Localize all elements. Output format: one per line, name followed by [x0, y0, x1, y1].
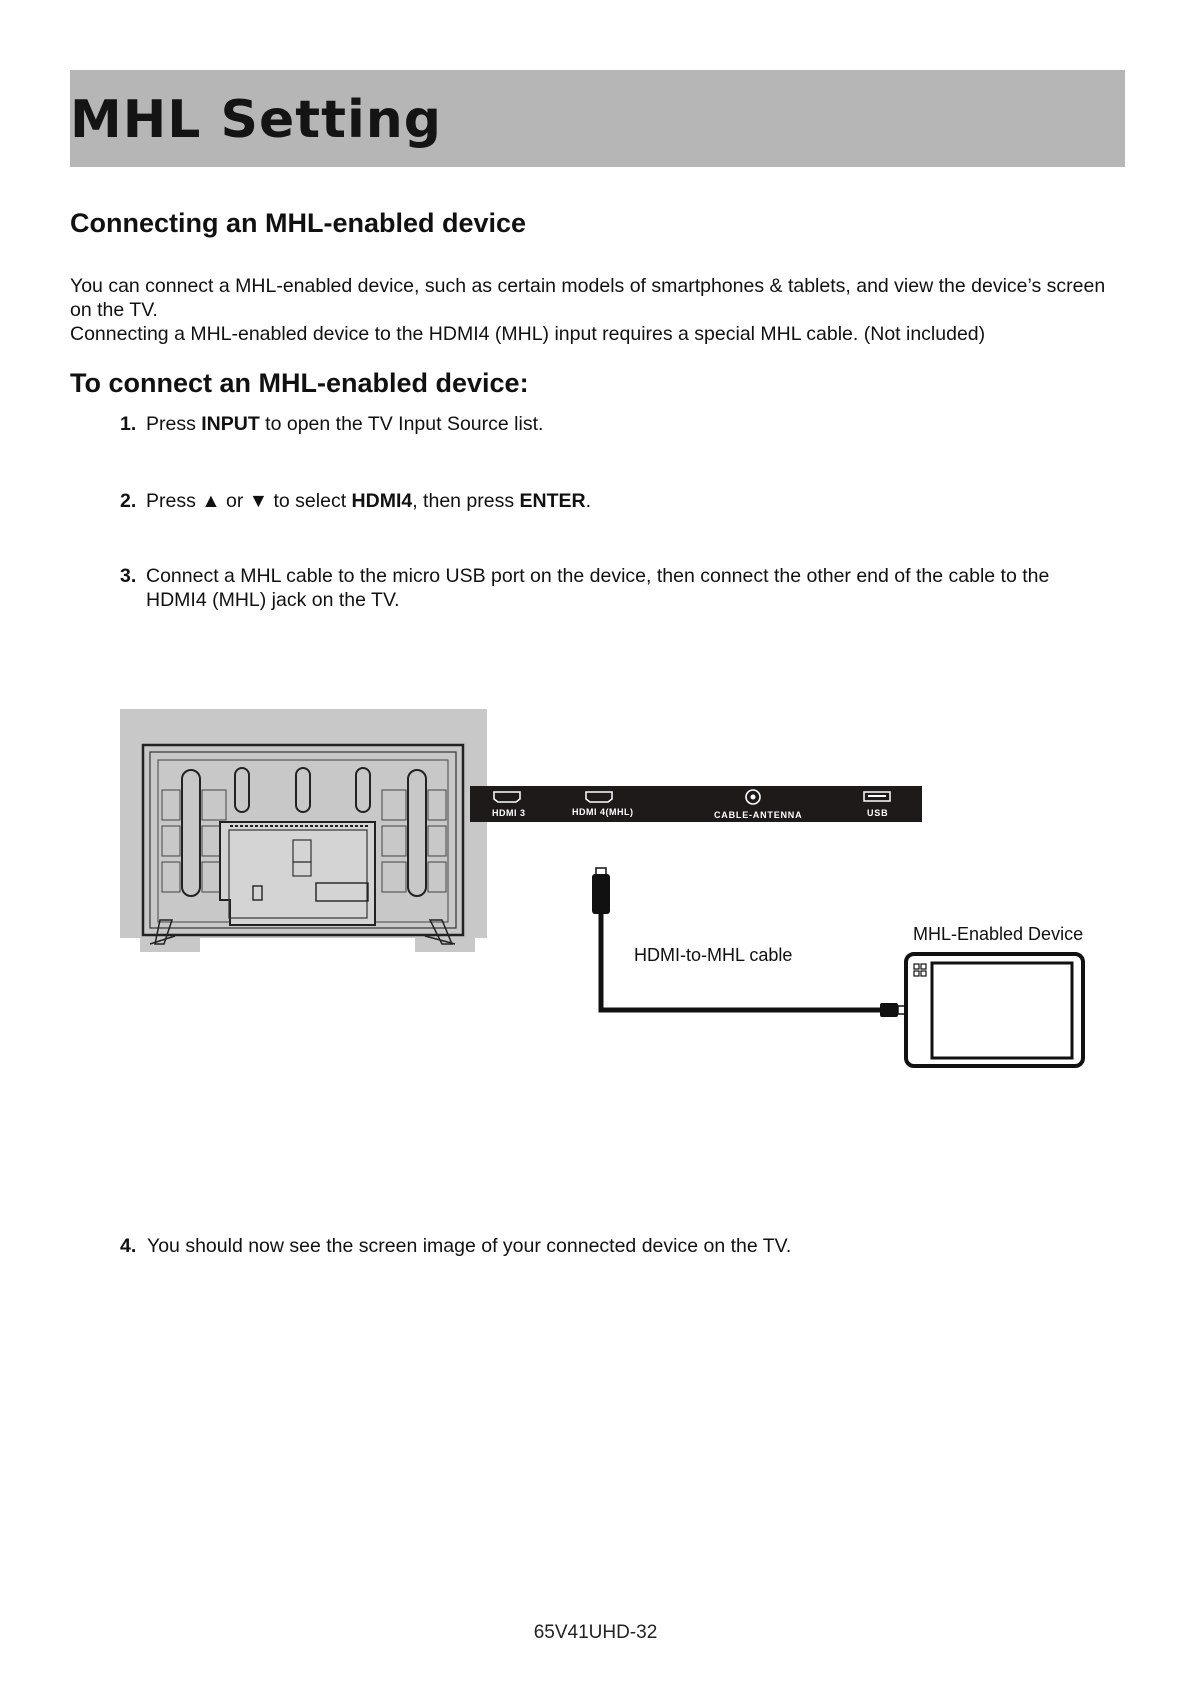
step-text: Connect a MHL cable to the micro USB port on the device, then connect the other end of the cable to the HDMI4 (MHL) jack on the TV.	[146, 565, 1050, 611]
page-footer: 65V41UHD-32	[533, 1622, 658, 1643]
step-number: 1.	[120, 413, 137, 435]
port-label-hdmi3: HDMI 3	[492, 808, 526, 818]
tv-back-illustration	[120, 709, 487, 952]
cable-label: HDMI-to-MHL cable	[634, 945, 793, 965]
step-number: 4.	[120, 1235, 137, 1257]
page-title: MHL Setting	[70, 90, 443, 150]
port-label-antenna: CABLE-ANTENNA	[714, 810, 803, 820]
down-arrow-icon: ▼	[248, 490, 269, 512]
tablet-device-illustration	[906, 954, 1083, 1066]
step-text: Press ▲ or ▼ to select HDMI4, then press ENTER.	[146, 490, 592, 512]
step-number: 3.	[120, 565, 137, 587]
section-heading-connecting: Connecting an MHL-enabled device	[70, 208, 527, 238]
port-label-hdmi4: HDMI 4(MHL)	[572, 807, 634, 817]
intro-paragraph: You can connect a MHL-enabled device, such as certain models of smartphones & tablets, and view the device’s screen on the TV.	[70, 275, 1106, 321]
port-panel	[470, 786, 922, 822]
section-heading-steps: To connect an MHL-enabled device:	[70, 368, 529, 398]
step-text: Press INPUT to open the TV Input Source list.	[146, 413, 544, 435]
up-arrow-icon: ▲	[201, 490, 221, 512]
step-text: You should now see the screen image of your connected device on the TV.	[147, 1235, 792, 1257]
port-label-usb: USB	[867, 808, 889, 818]
device-label: MHL-Enabled Device	[913, 924, 1084, 944]
mhl-cable	[592, 868, 906, 1017]
step-number: 2.	[120, 490, 137, 512]
cable-note-paragraph: Connecting a MHL-enabled device to the HDMI4 (MHL) input requires a special MHL cable. (Not included)	[70, 323, 986, 345]
